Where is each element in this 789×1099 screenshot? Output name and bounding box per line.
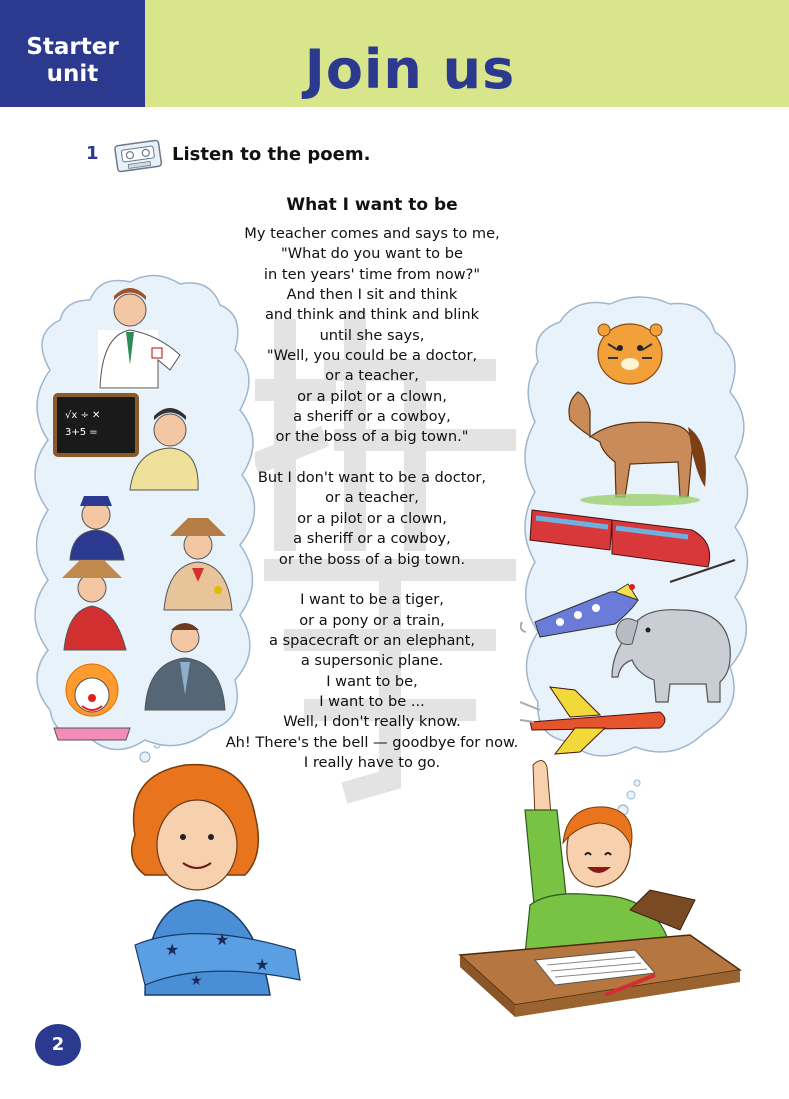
poem-stanza-break [192,448,552,468]
poem-line: or the boss of a big town. [278,550,466,568]
poem-line: until she says, [319,326,425,344]
poem-line: a spacecraft or an elephant, [268,631,476,649]
poem-line: in ten years' time from now?" [263,265,481,283]
svg-text:★: ★ [215,930,230,949]
tiger-picture [598,324,662,384]
poem-line: "What do you want to be [280,245,463,263]
exercise-number: 1 [86,143,99,164]
unit-badge [0,0,145,107]
poem-line: I want to be a tiger, [300,591,444,609]
cassette-tape-icon[interactable] [112,137,164,173]
poem-line: a sheriff or a cowboy, [293,408,451,426]
poem-line: or a teacher, [325,489,419,507]
poem-line: or a pony or a train, [299,611,445,629]
poem-line: or a pilot or a clown, [297,387,447,405]
right-thought-bubble [520,292,770,772]
poem-line: "Well, you could be a doctor, [266,347,478,365]
poem-line: or a teacher, [325,367,419,385]
poem-line: Well, I don't really know. [283,713,461,731]
poem-line: Ah! There's the bell — goodbye for now. [225,733,519,751]
poem-line: My teacher comes and says to me, [244,225,500,242]
poem-line: I want to be ... [319,692,425,710]
poem-line: or a pilot or a clown, [297,509,447,527]
unit-label-line2: unit [46,61,99,87]
poem-stanza-break [192,570,552,590]
poem-line: or the boss of a big town." [275,428,469,446]
svg-text:√x ÷ ✕: √x ÷ ✕ [65,410,101,421]
poem-line: But I don't want to be a doctor, [257,469,487,487]
poem-line: a sheriff or a cowboy, [293,530,451,548]
svg-text:★: ★ [165,940,180,959]
unit-label [0,34,145,88]
poem-text [192,224,552,773]
exercise-instruction: Listen to the poem. [172,144,371,165]
svg-text:★: ★ [255,955,270,974]
poem-title: What I want to be [286,195,458,215]
poem-line: I really have to go. [303,753,441,771]
poem-line: a supersonic plane. [300,652,444,670]
poem-line: and think and think and blink [264,306,480,324]
svg-text:★: ★ [190,973,203,989]
page-number: 2 [35,1024,81,1066]
unit-label-line1: Starter [26,34,119,60]
page-title: Join us [304,38,516,101]
poem-line: I want to be, [326,672,418,690]
svg-text:3+5 =: 3+5 = [65,427,98,438]
poem-line: And then I sit and think [286,286,458,304]
